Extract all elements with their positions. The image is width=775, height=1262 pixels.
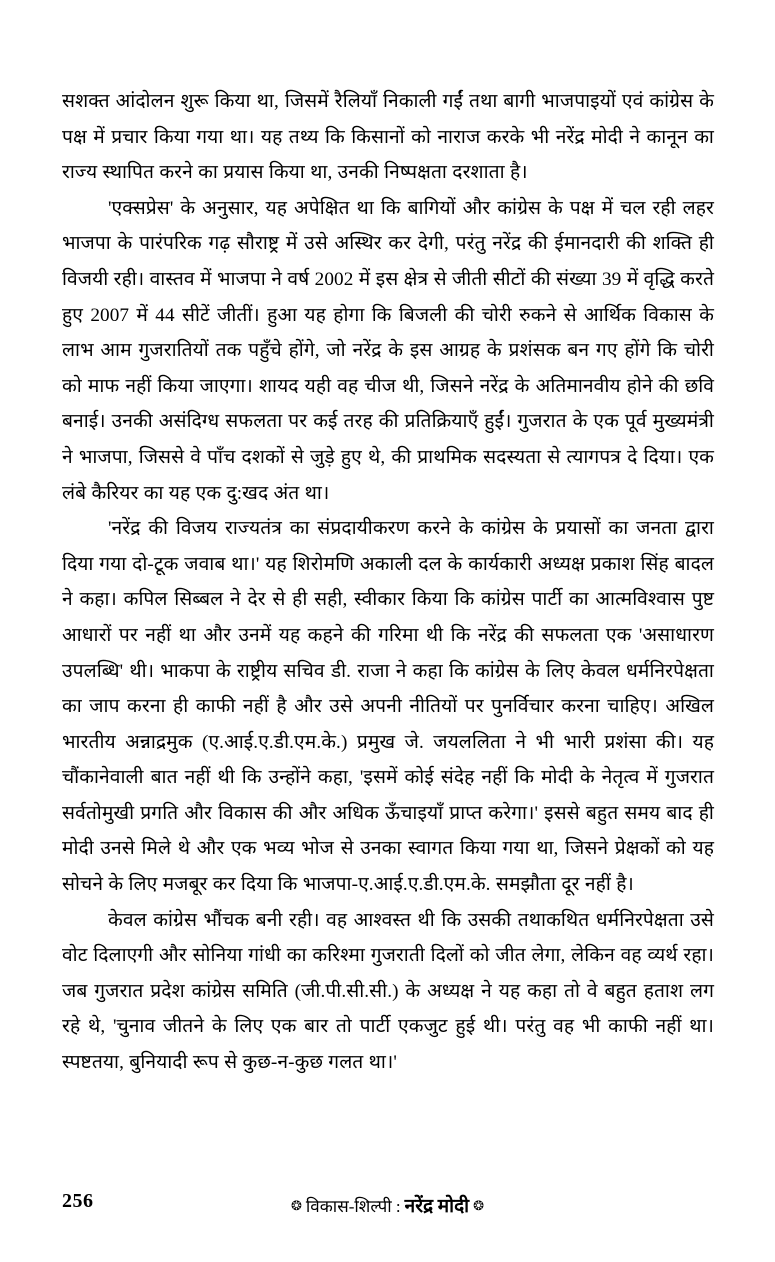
body-text-column [62,84,714,1081]
ornament-right-icon: ❂ [473,1198,485,1213]
paragraph-1: सशक्त आंदोलन शुरू किया था, जिसमें रैलियाँ निकाली गईं तथा बागी भाजपाइयों एवं कांग्रेस के पक्ष में प्रचार किया गया था। यह तथ्य कि किसानों को नाराज करके भी नरेंद्र मोदी ने कानून का राज्य स्थापित करने का प्रयास किया था, उनकी निष्पक्षता दरशाता है। [62,91,714,184]
paragraph-2: 'एक्सप्रेस' के अनुसार, यह अपेक्षित था कि बागियों और कांग्रेस के पक्ष में चल रही लहर भाजपा के पारंपरिक गढ़ सौराष्ट्र में उसे अस्थिर कर देगी, परंतु नरेंद्र की ईमानदारी की शक्ति ही विजयी रही। वास्तव में भाजपा ने वर्ष 2002 में इस क्षेत्र से जीती सीटों की संख्या 39 में वृद्धि करते हुए 2007 में 44 सीटें जीतीं। हुआ यह होगा कि बिजली की चोरी रुकने से आर्थिक विकास के लाभ आम गुजरातियों तक पहुँचे होंगे, जो नरेंद्र के इस आग्रह के प्रशंसक बन गए होंगे कि चोरी को माफ नहीं किया जाएगा। शायद यही वह चीज थी, जिसने नरेंद्र के अतिमानवीय होने की छवि बनाई। उनकी असंदिग्ध सफलता पर कई तरह की प्रतिक्रियाएँ हुईं। गुजरात के एक पूर्व मुख्यमंत्री ने भाजपा, जिससे वे पाँच दशकों से जुड़े हुए थे, की प्राथमिक सदस्यता से त्यागपत्र दे दिया। एक लंबे कैरियर का यह एक दु:खद अंत था। [62,197,714,504]
footer-title [62,1192,713,1218]
footer-title-bold: नरेंद्र मोदी [404,1196,470,1217]
paragraph-3: 'नरेंद्र की विजय राज्यतंत्र का संप्रदायीकरण करने के कांग्रेस के प्रयासों का जनता द्वारा दिया गया दो-टूक जवाब था।' यह शिरोमणि अकाली दल के कार्यकारी अध्यक्ष प्रकाश सिंह बादल ने कहा। कपिल सिब्बल ने देर से ही सही, स्वीकार किया कि कांग्रेस पार्टी का आत्मविश्वास पुष्ट आधारों पर नहीं था और उनमें यह कहने की गरिमा थी कि नरेंद्र की सफलता एक 'असाधारण उपलब्धि' थी। भाकपा के राष्ट्रीय सचिव डी. राजा ने कहा कि कांग्रेस के लिए केवल धर्मनिरपेक्षता का जाप करना ही काफी नहीं है और उसे अपनी नीतियों पर पुनर्विचार करना चाहिए। अखिल भारतीय अन्नाद्रमुक (ए.आई.ए.डी.एम.के.) प्रमुख जे. जयललिता ने भी भारी प्रशंसा की। यह चौंकानेवाली बात नहीं थी कि उन्होंने कहा, 'इसमें कोई संदेह नहीं कि मोदी के नेतृत्व में गुजरात सर्वतोमुखी प्रगति और विकास की और अधिक ऊँचाइयाँ प्राप्त करेगा।' इससे बहुत समय बाद ही मोदी उनसे मिले थे और एक भव्य भोज से उनका स्वागत किया गया था, जिसने प्रेक्षकों को यह सोचने के लिए मजबूर कर दिया कि भाजपा-ए.आई.ए.डी.एम.के. समझौता दूर नहीं है। [62,518,714,896]
page-number: 256 [62,1190,94,1212]
footer-title-light: विकास-शिल्पी : [305,1197,401,1216]
page-footer [62,1190,713,1220]
ornament-left-icon: ❂ [290,1198,302,1213]
paragraph-4: केवल कांग्रेस भौंचक बनी रही। वह आश्वस्त थी कि उसकी तथाकथित धर्मनिरपेक्षता उसे वोट दिलाएगी और सोनिया गांधी का करिश्मा गुजराती दिलों को जीत लेगा, लेकिन वह व्यर्थ रहा। जब गुजरात प्रदेश कांग्रेस समिति (जी.पी.सी.सी.) के अध्यक्ष ने यह कहा तो वे बहुत हताश लग रहे थे, 'चुनाव जीतने के लिए एक बार तो पार्टी एकजुट हुई थी। परंतु वह भी काफी नहीं था। स्पष्टतया, बुनियादी रूप से कुछ-न-कुछ गलत था।' [62,909,714,1074]
